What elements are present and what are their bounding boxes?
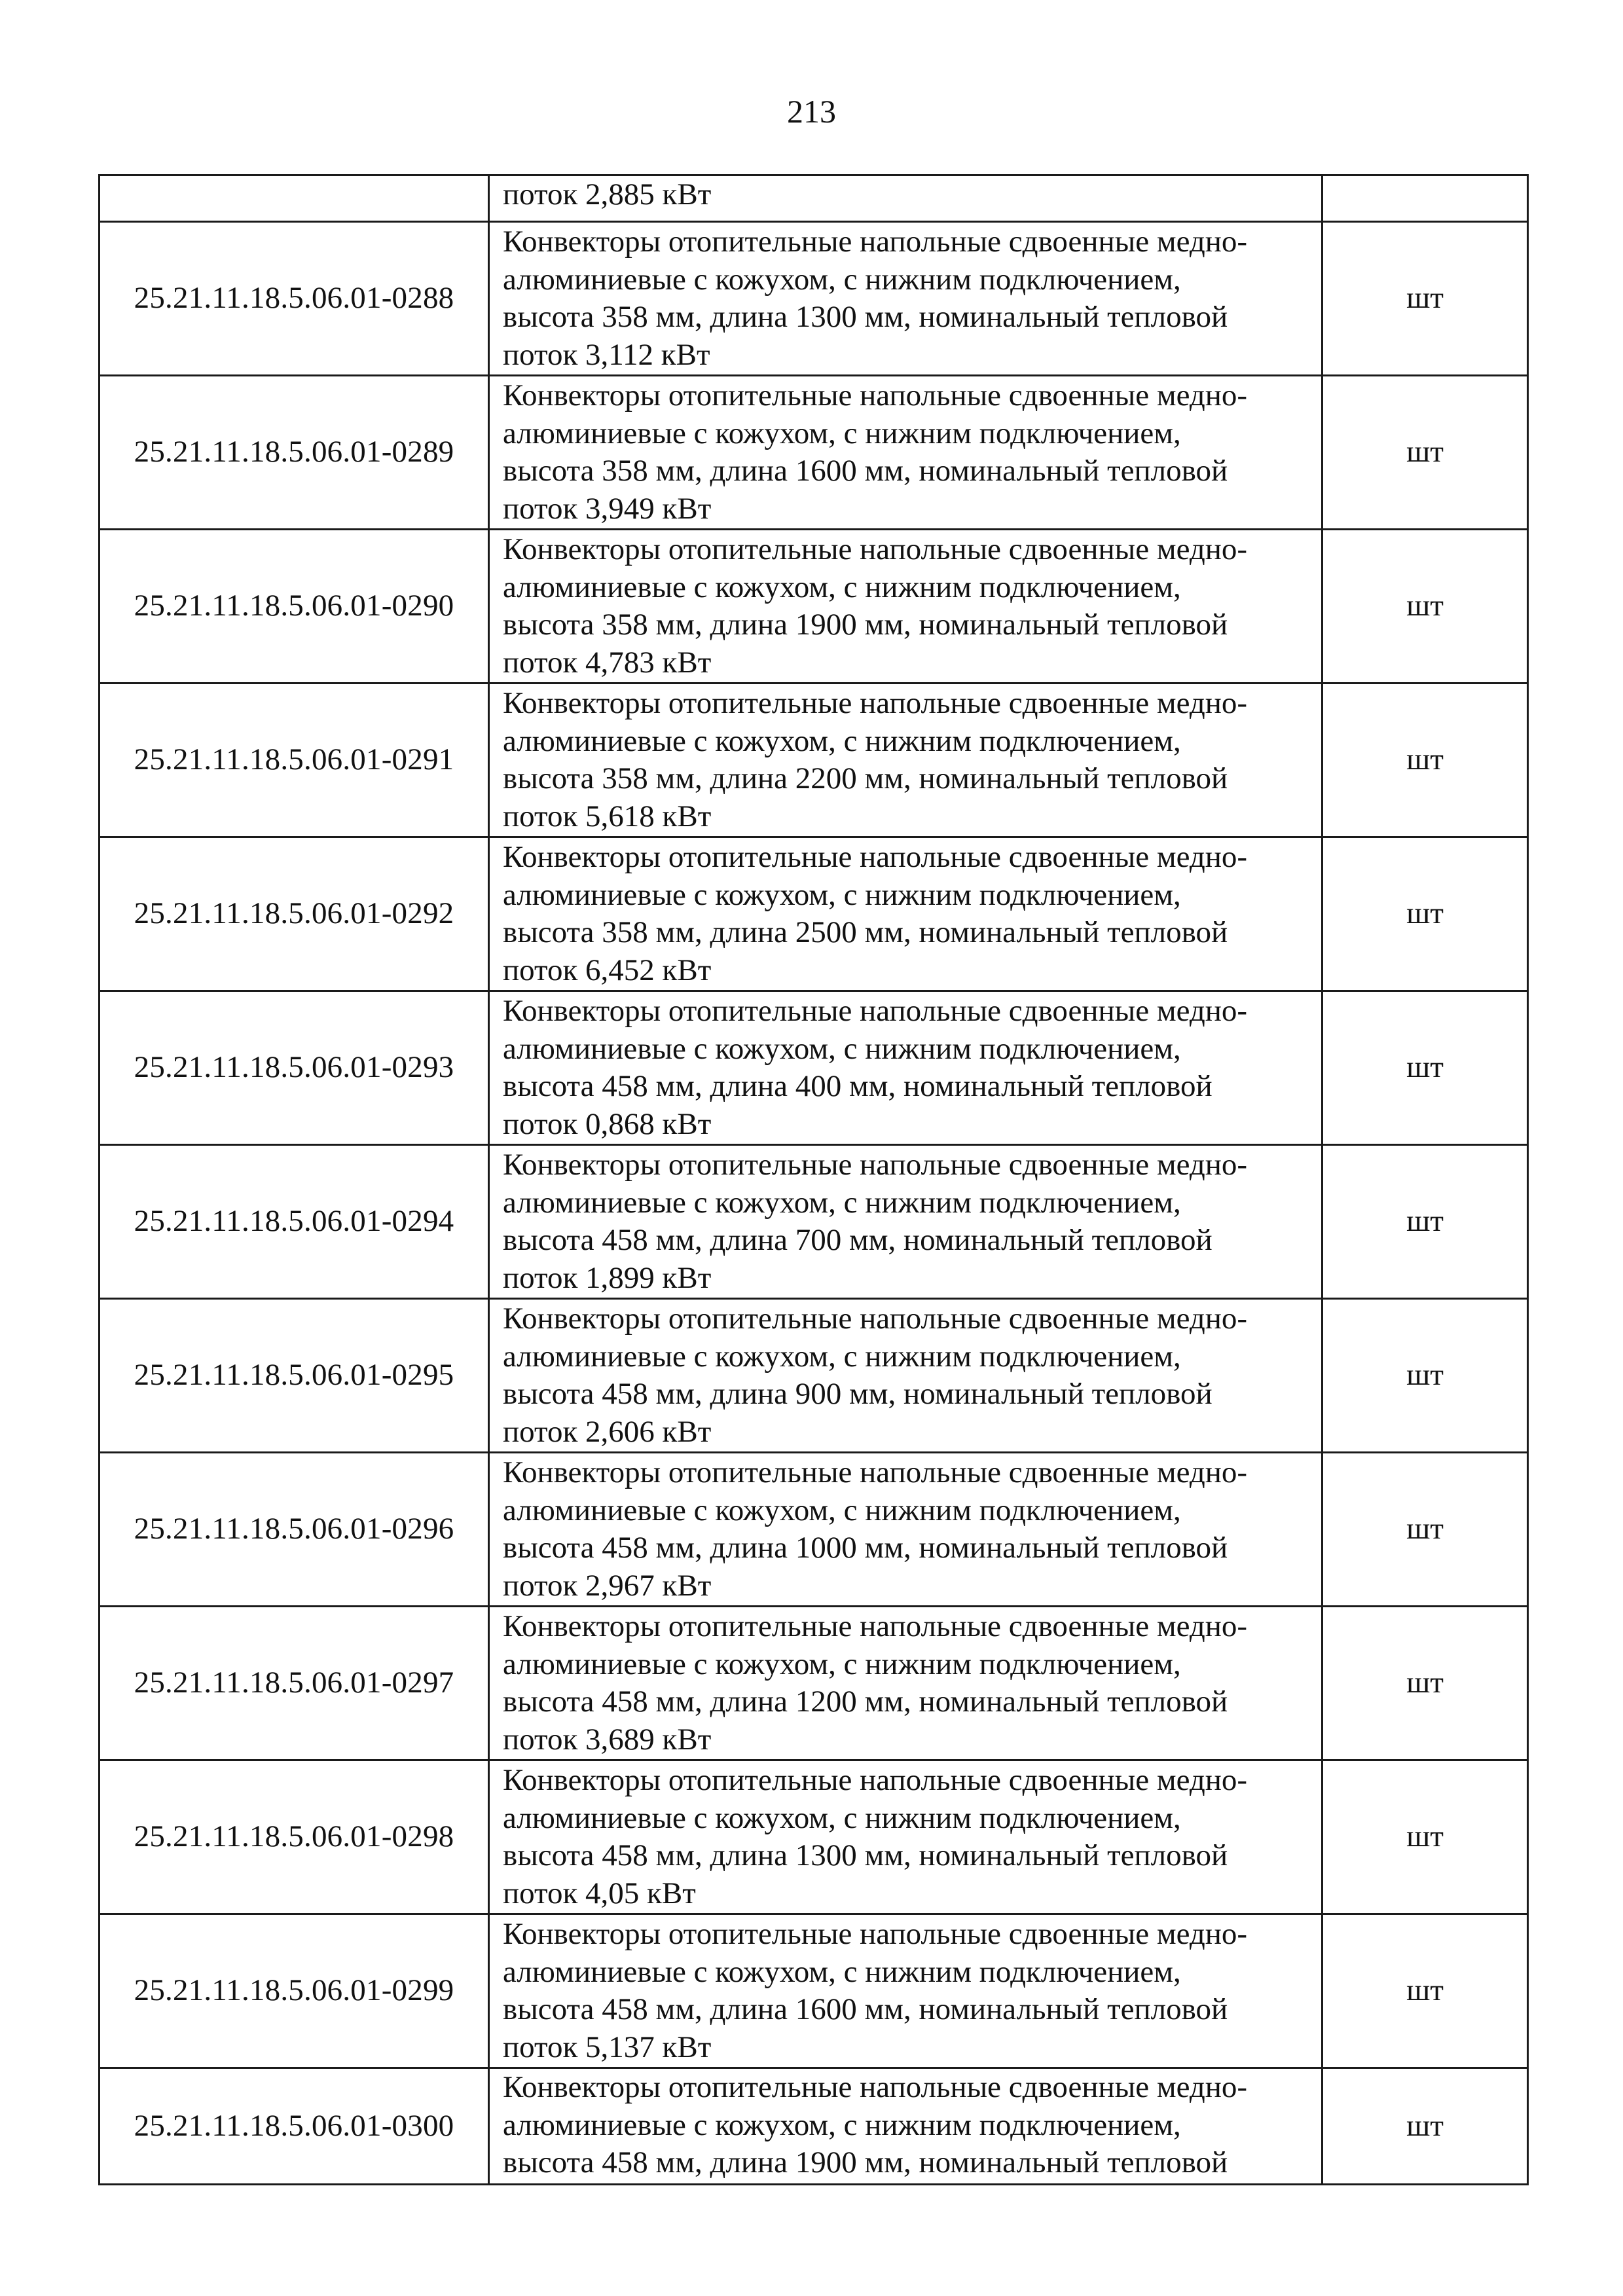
description-line: алюминиевые с кожухом, с нижним подключением, [503, 1800, 1181, 1835]
description-line: высота 458 мм, длина 400 мм, номинальный тепловой [503, 1069, 1213, 1103]
resource-description [489, 1145, 1322, 1299]
description-line: поток 3,689 кВт [503, 1722, 712, 1757]
table-row [100, 1145, 1528, 1299]
resource-code: 25.21.11.18.5.06.01-0298 [100, 1760, 489, 1914]
description-line: алюминиевые с кожухом, с нижним подключением, [503, 723, 1181, 758]
resource-description [489, 1760, 1322, 1914]
resource-description [489, 2068, 1322, 2185]
unit-of-measure: шт [1322, 222, 1528, 376]
description-line: алюминиевые с кожухом, с нижним подключением, [503, 1339, 1181, 1374]
unit-of-measure: шт [1322, 2068, 1528, 2185]
unit-of-measure: шт [1322, 1914, 1528, 2068]
description-line: высота 358 мм, длина 2200 мм, номинальный тепловой [503, 761, 1228, 795]
description-line: высота 458 мм, длина 700 мм, номинальный тепловой [503, 1223, 1213, 1257]
description-line: поток 4,783 кВт [503, 645, 712, 680]
table-row [100, 991, 1528, 1145]
unit-of-measure: шт [1322, 1760, 1528, 1914]
resource-description [489, 991, 1322, 1145]
description-line: Конвекторы отопительные напольные сдвоенные медно- [503, 225, 1248, 259]
description-line: алюминиевые с кожухом, с нижним подключением, [503, 1954, 1181, 1989]
description-line: поток 2,967 кВт [503, 1568, 712, 1603]
table-row [100, 837, 1528, 991]
description-line: Конвекторы отопительные напольные сдвоенные медно- [503, 532, 1248, 566]
unit-of-measure: шт [1322, 991, 1528, 1145]
description-line: алюминиевые с кожухом, с нижним подключением, [503, 1493, 1181, 1527]
resource-code: 25.21.11.18.5.06.01-0294 [100, 1145, 489, 1299]
resource-code: 25.21.11.18.5.06.01-0293 [100, 991, 489, 1145]
description-line: алюминиевые с кожухом, с нижним подключением, [503, 570, 1181, 604]
unit-of-measure: шт [1322, 530, 1528, 683]
description-line: поток 5,618 кВт [503, 799, 712, 833]
resource-description [489, 1914, 1322, 2068]
table-row [100, 1914, 1528, 2068]
resource-code: 25.21.11.18.5.06.01-0288 [100, 222, 489, 376]
table-row [100, 683, 1528, 837]
unit-of-measure: шт [1322, 1145, 1528, 1299]
description-line: высота 458 мм, длина 1200 мм, номинальный тепловой [503, 1685, 1228, 1719]
resource-description [489, 376, 1322, 530]
resource-code: 25.21.11.18.5.06.01-0291 [100, 683, 489, 837]
description-line: высота 458 мм, длина 1000 мм, номинальный тепловой [503, 1531, 1228, 1565]
description-line: алюминиевые с кожухом, с нижним подключением, [503, 877, 1181, 912]
resource-code: 25.21.11.18.5.06.01-0289 [100, 376, 489, 530]
description-line: высота 458 мм, длина 1300 мм, номинальный тепловой [503, 1838, 1228, 1872]
description-line: Конвекторы отопительные напольные сдвоенные медно- [503, 378, 1248, 412]
resource-code [100, 175, 489, 222]
resource-code: 25.21.11.18.5.06.01-0295 [100, 1299, 489, 1453]
resource-code: 25.21.11.18.5.06.01-0290 [100, 530, 489, 683]
resource-code: 25.21.11.18.5.06.01-0297 [100, 1607, 489, 1760]
table-body [100, 175, 1528, 2185]
description-line: поток 2,885 кВт [503, 177, 712, 211]
description-line: Конвекторы отопительные напольные сдвоенные медно- [503, 1917, 1248, 1951]
description-line: Конвекторы отопительные напольные сдвоенные медно- [503, 686, 1248, 720]
table-row [100, 1299, 1528, 1453]
description-line: высота 358 мм, длина 2500 мм, номинальный тепловой [503, 915, 1228, 949]
description-line: алюминиевые с кожухом, с нижним подключением, [503, 2107, 1181, 2142]
description-line: Конвекторы отопительные напольные сдвоенные медно- [503, 840, 1248, 874]
description-line: высота 358 мм, длина 1300 мм, номинальный тепловой [503, 300, 1228, 334]
table-row [100, 222, 1528, 376]
resource-code: 25.21.11.18.5.06.01-0296 [100, 1453, 489, 1607]
unit-of-measure: шт [1322, 683, 1528, 837]
description-line: алюминиевые с кожухом, с нижним подключением, [503, 416, 1181, 450]
description-line: алюминиевые с кожухом, с нижним подключением, [503, 1031, 1181, 1066]
resource-description [489, 837, 1322, 991]
table-row [100, 1607, 1528, 1760]
description-line: алюминиевые с кожухом, с нижним подключением, [503, 262, 1181, 297]
table-row [100, 1453, 1528, 1607]
description-line: поток 3,112 кВт [503, 337, 710, 372]
table-row [100, 175, 1528, 222]
description-line: Конвекторы отопительные напольные сдвоенные медно- [503, 1302, 1248, 1336]
resource-description [489, 1607, 1322, 1760]
description-line: поток 6,452 кВт [503, 953, 712, 987]
description-line: Конвекторы отопительные напольные сдвоенные медно- [503, 1609, 1248, 1643]
description-line: поток 4,05 кВт [503, 1876, 696, 1910]
resource-table [98, 174, 1529, 2185]
table-row [100, 376, 1528, 530]
page-number: 213 [787, 93, 836, 130]
description-line: поток 1,899 кВт [503, 1260, 712, 1295]
description-line: высота 358 мм, длина 1900 мм, номинальный тепловой [503, 608, 1228, 642]
resource-description [489, 175, 1322, 222]
description-line: Конвекторы отопительные напольные сдвоенные медно- [503, 1455, 1248, 1489]
description-line: Конвекторы отопительные напольные сдвоенные медно- [503, 994, 1248, 1028]
description-line: высота 358 мм, длина 1600 мм, номинальный тепловой [503, 454, 1228, 488]
description-line: Конвекторы отопительные напольные сдвоенные медно- [503, 1763, 1248, 1797]
resource-description [489, 1299, 1322, 1453]
table-row [100, 1760, 1528, 1914]
unit-of-measure: шт [1322, 837, 1528, 991]
unit-of-measure [1322, 175, 1528, 222]
resource-description [489, 222, 1322, 376]
resource-code: 25.21.11.18.5.06.01-0300 [100, 2068, 489, 2185]
description-line: поток 0,868 кВт [503, 1106, 712, 1141]
table-row [100, 530, 1528, 683]
description-line: поток 5,137 кВт [503, 2030, 712, 2064]
unit-of-measure: шт [1322, 1453, 1528, 1607]
description-line: алюминиевые с кожухом, с нижним подключением, [503, 1185, 1181, 1220]
description-line: поток 3,949 кВт [503, 491, 712, 526]
unit-of-measure: шт [1322, 1299, 1528, 1453]
description-line: Конвекторы отопительные напольные сдвоенные медно- [503, 1148, 1248, 1182]
resource-description [489, 683, 1322, 837]
description-line: высота 458 мм, длина 900 мм, номинальный тепловой [503, 1377, 1213, 1411]
unit-of-measure: шт [1322, 376, 1528, 530]
description-line: Конвекторы отопительные напольные сдвоенные медно- [503, 2070, 1248, 2104]
resource-code: 25.21.11.18.5.06.01-0292 [100, 837, 489, 991]
resource-description [489, 1453, 1322, 1607]
description-line: высота 458 мм, длина 1900 мм, номинальный тепловой [503, 2145, 1228, 2179]
table-row [100, 2068, 1528, 2185]
description-line: поток 2,606 кВт [503, 1414, 712, 1449]
resource-description [489, 530, 1322, 683]
description-line: алюминиевые с кожухом, с нижним подключением, [503, 1647, 1181, 1681]
unit-of-measure: шт [1322, 1607, 1528, 1760]
description-line: высота 458 мм, длина 1600 мм, номинальный тепловой [503, 1992, 1228, 2026]
resource-code: 25.21.11.18.5.06.01-0299 [100, 1914, 489, 2068]
